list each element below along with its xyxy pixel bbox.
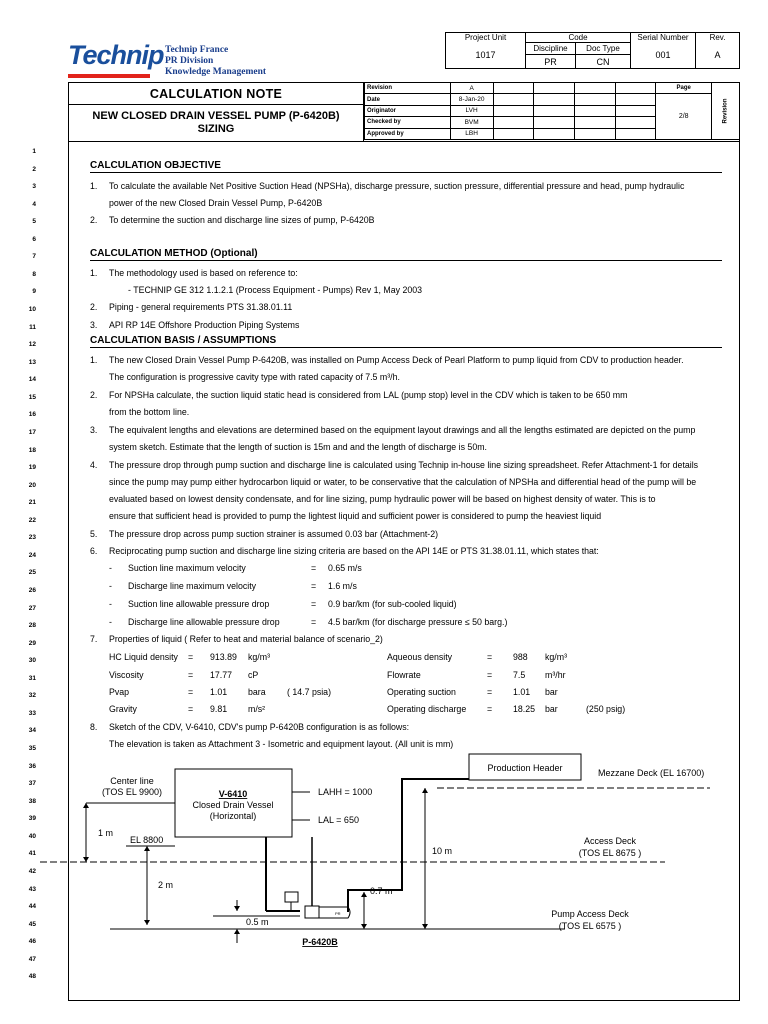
property-left-unit: m/s² (248, 704, 266, 714)
line-number: 40 (28, 832, 36, 840)
method-item1-num: 1. (90, 268, 98, 278)
criteria-eq: = (311, 599, 317, 609)
basis-item5-text: The pressure drop across pump suction strainer is assumed 0.03 bar (Attachment-2) (109, 529, 439, 539)
logo-text: Technip (68, 40, 164, 70)
line-number: 20 (28, 481, 36, 489)
rev-value: A (696, 43, 740, 69)
method-item3-text: API RP 14E Offshore Production Piping Systems (109, 320, 300, 330)
line-number: 7 (32, 253, 36, 261)
line-number: 47 (28, 955, 36, 963)
section-method: CALCULATION METHOD (Optional) (90, 248, 722, 261)
pump-tag: P-6420B (302, 937, 338, 947)
property-right-eq: = (487, 687, 493, 697)
basis-item8-num: 8. (90, 722, 98, 732)
basis-item8-text-a: Sketch of the CDV, V-6410, CDV's pump P-6420B configuration is as follows: (109, 722, 410, 732)
property-left-eq: = (188, 652, 194, 662)
tos-9900-label: (TOS EL 9900) (101, 787, 163, 797)
line-number: 15 (28, 393, 36, 401)
line-number: 13 (28, 358, 36, 366)
basis-item4-text-c: evaluated based on lowest density condensate, and for line sizing, pump hydraulic power will be based on highest density of water. This is to (109, 494, 656, 504)
revision-value: A (450, 83, 493, 94)
line-number: 41 (28, 850, 36, 858)
line-number: 35 (28, 745, 36, 753)
criteria-label: Suction line allowable pressure drop (128, 599, 270, 609)
title-line1: NEW CLOSED DRAIN VESSEL PUMP (P-6420B) (92, 110, 340, 122)
property-left-value: 17.77 (210, 670, 233, 680)
line-number: 1 (32, 148, 36, 155)
line-number: 33 (28, 709, 36, 717)
method-item1-text: The methodology used is based on reference to: (109, 268, 298, 278)
property-right-unit: m³/hr (545, 670, 566, 680)
line-number: 31 (28, 674, 36, 682)
property-left-unit: kg/m³ (248, 652, 270, 662)
property-right-value: 18.25 (513, 704, 536, 714)
line-number: 11 (29, 323, 36, 331)
line-number: 18 (28, 446, 36, 454)
obj-item1-text-b: power of the new Closed Drain Vessel Pump, P-6420B (109, 198, 323, 208)
serial-label: Serial Number (631, 33, 696, 43)
code-label: Code (526, 33, 631, 43)
one-m-label: 1 m (98, 828, 114, 838)
line-number: 19 (28, 464, 36, 472)
project-unit-label: Project Unit (446, 33, 526, 43)
basis-item3-num: 3. (90, 425, 98, 435)
mezzane-label: Mezzane Deck (EL 16700) (598, 768, 705, 778)
section-objective: CALCULATION OBJECTIVE (90, 160, 722, 173)
method-item2-num: 2. (90, 302, 98, 312)
date-label: Date (365, 94, 451, 105)
line-number: 17 (28, 428, 36, 436)
basis-item1-text-a: The new Closed Drain Vessel Pump P-6420B, was installed on Pump Access Deck of Pearl Platform to pump liquid from CDV to production header. (109, 355, 684, 365)
property-right-eq: = (487, 704, 493, 714)
access-deck-label: Access Deck (583, 836, 637, 846)
property-left-value: 913.89 (210, 652, 237, 662)
property-left-label: HC Liquid density (109, 652, 178, 662)
strainer-icon (285, 892, 298, 902)
line-number: 10 (28, 306, 36, 314)
company-line3: Knowledge Management (165, 67, 267, 77)
line-number: 34 (28, 727, 36, 735)
property-left-unit: cP (248, 670, 259, 680)
property-left-label: Viscosity (109, 670, 144, 680)
property-right-label: Aqueous density (387, 652, 453, 662)
property-right-extra: (250 psig) (586, 704, 626, 714)
criteria-eq: = (311, 563, 317, 573)
line-number: 36 (28, 762, 36, 770)
pump-label: PR (335, 911, 341, 916)
line-number: 37 (28, 780, 36, 788)
pump-configuration-sketch (0, 740, 768, 1000)
technip-logo (68, 40, 164, 80)
line-number: 26 (28, 587, 36, 594)
line-number: 44 (28, 903, 36, 911)
lahh-label: LAHH = 1000 (318, 787, 373, 797)
line-number: 28 (28, 622, 36, 630)
originator-value: LVH (450, 105, 493, 116)
property-right-unit: bar (545, 704, 558, 714)
basis-item4-num: 4. (90, 460, 98, 470)
line-number: 45 (28, 920, 36, 928)
line-number: 8 (32, 270, 36, 278)
line-number: 24 (28, 551, 36, 559)
property-right-unit: kg/m³ (545, 652, 567, 662)
zero7-m-label: 0.7 m (370, 886, 393, 896)
property-right-label: Flowrate (387, 670, 421, 680)
criteria-label: Discharge line allowable pressure drop (128, 617, 280, 627)
line-number: 46 (28, 938, 36, 946)
line-number: 12 (28, 341, 36, 349)
checked-label: Checked by (365, 117, 451, 128)
line-number: 4 (32, 200, 36, 208)
doctype-label: Doc Type (576, 43, 631, 55)
obj-item1-text-a: To calculate the available Net Positive Suction Head (NPSHa), discharge pressure, suction pressure, differential pressure and head, pump hydraulic (109, 181, 685, 191)
property-right-label: Operating suction (387, 687, 456, 697)
checked-value: BVM (450, 117, 493, 128)
criteria-eq: = (311, 581, 317, 591)
basis-item1-num: 1. (90, 355, 98, 365)
line-number: 25 (28, 569, 36, 577)
criteria-dash: - (109, 617, 112, 627)
production-header-label: Production Header (487, 763, 563, 773)
obj-item2-text: To determine the suction and discharge line sizes of pump, P-6420B (109, 215, 375, 225)
property-left-unit: bara (248, 687, 266, 697)
property-left-eq: = (188, 687, 194, 697)
basis-item2-text-a: For NPSHa calculate, the suction liquid static head is considered from LAL (pump stop) level in the CDV which is taken to be 650 mm (109, 390, 628, 400)
criteria-label: Suction line maximum velocity (128, 563, 246, 573)
property-left-eq: = (188, 670, 194, 680)
basis-item2-num: 2. (90, 390, 98, 400)
basis-item6-text: Reciprocating pump suction and discharge line sizing criteria are based on the API 14E or PTS 31.38.01.11, which states that: (109, 546, 599, 556)
basis-item8-text-b: The elevation is taken as Attachment 3 - Isometric and equipment layout. (All unit is mm) (109, 739, 454, 749)
lal-label: LAL = 650 (318, 815, 359, 825)
frame-bottom (68, 1000, 740, 1001)
property-right-value: 7.5 (513, 670, 526, 680)
el-8800-label: EL 8800 (130, 835, 164, 845)
center-line-label: Center line (110, 776, 154, 786)
property-left-extra: ( 14.7 psia) (287, 687, 332, 697)
basis-item4-text-a: The pressure drop through pump suction and discharge line is calculated using Technip in-house line sizing spreadsheet. Refer Attachment-1 for details (109, 460, 699, 470)
project-unit-value: 1017 (446, 43, 526, 69)
method-item2-text: Piping - general requirements PTS 31.38.01.11 (109, 302, 293, 312)
line-number: 5 (32, 218, 36, 226)
two-m-label: 2 m (158, 880, 174, 890)
criteria-value: 1.6 m/s (328, 581, 357, 591)
basis-item5-num: 5. (90, 529, 98, 539)
calc-note-heading: CALCULATION NOTE (69, 83, 364, 105)
basis-item3-text-b: system sketch. Estimate that the length of suction is 15m and and the length of discharge is 50m. (109, 442, 487, 452)
line-number: 14 (28, 376, 36, 384)
date-value: 8-Jan-20 (450, 94, 493, 105)
criteria-eq: = (311, 617, 317, 627)
basis-item4-text-b: since the pump may pump either hydrocarbon liquid or water, to be conservative that the calculation of NPSHa and differential head of the pump will be (109, 477, 697, 487)
line-number: 38 (28, 797, 36, 805)
obj-item1-num: 1. (90, 181, 98, 191)
page-value: 2/8 (656, 94, 712, 140)
serial-value: 001 (631, 43, 696, 69)
discipline-value: PR (526, 55, 576, 69)
line-number: 23 (28, 534, 36, 542)
method-item1-sub: - TECHNIP GE 312 1.1.2.1 (Process Equipment - Pumps) Rev 1, May 2003 (128, 285, 423, 295)
originator-label: Originator (365, 105, 451, 116)
basis-item4-text-d: ensure that sufficient head is provided to pump the lightest liquid and sufficient power is considered to pump the heaviest liquid (109, 511, 602, 521)
criteria-value: 0.65 m/s (328, 563, 362, 573)
company-block (165, 45, 266, 78)
basis-item7-num: 7. (90, 634, 98, 644)
basis-item1-text-b: The configuration is progressive cavity type with rated capacity of 7.5 m³/h. (109, 372, 400, 382)
discipline-label: Discipline (526, 43, 576, 55)
tos-6575-label: (TOS EL 6575 ) (558, 921, 622, 931)
line-number: 16 (28, 411, 36, 419)
basis-item7-text: Properties of liquid ( Refer to heat and material balance of scenario_2) (109, 634, 383, 644)
method-item3-num: 3. (90, 320, 98, 330)
property-left-eq: = (188, 704, 194, 714)
document-title (69, 105, 364, 141)
vessel-tag: V-6410 (218, 789, 248, 799)
line-number: 9 (32, 288, 36, 296)
logo-bar (68, 74, 150, 78)
property-left-value: 1.01 (210, 687, 228, 697)
zero5-m-label: 0.5 m (246, 917, 269, 927)
property-right-label: Operating discharge (387, 704, 467, 714)
vessel-orientation: (Horizontal) (209, 811, 257, 821)
company-line2: PR Division (165, 56, 214, 66)
property-left-label: Gravity (109, 704, 137, 714)
line-number: 29 (28, 639, 36, 647)
pump-motor-icon (305, 906, 319, 918)
line-number: 21 (28, 499, 36, 507)
line-number: 22 (28, 516, 36, 524)
rev-label: Rev. (696, 33, 740, 43)
line-number: 39 (28, 815, 36, 823)
approved-value: LBH (450, 128, 493, 139)
line-number: 27 (28, 604, 36, 612)
property-right-value: 1.01 (513, 687, 531, 697)
doc-info-table (445, 32, 740, 69)
section-basis: CALCULATION BASIS / ASSUMPTIONS (90, 335, 722, 348)
line-number: 2 (32, 165, 36, 173)
line-number: 48 (28, 973, 36, 981)
line-number: 32 (28, 692, 36, 700)
property-left-label: Pvap (109, 687, 130, 697)
property-right-unit: bar (545, 687, 558, 697)
property-right-eq: = (487, 652, 493, 662)
property-right-value: 988 (513, 652, 528, 662)
line-number: 6 (32, 235, 36, 243)
side-revision-label: Revision (722, 98, 729, 124)
criteria-dash: - (109, 599, 112, 609)
property-right-eq: = (487, 670, 493, 680)
obj-item2-num: 2. (90, 215, 98, 225)
doctype-value: CN (576, 55, 631, 69)
line-number: 3 (32, 183, 36, 191)
criteria-label: Discharge line maximum velocity (128, 581, 257, 591)
page-label: Page (656, 83, 712, 94)
criteria-dash: - (109, 581, 112, 591)
title-line2: SIZING (197, 123, 235, 135)
approved-label: Approved by (365, 128, 451, 139)
tos-8675-label: (TOS EL 8675 ) (578, 848, 642, 858)
line-number: 43 (28, 885, 36, 893)
vessel-name: Closed Drain Vessel (192, 800, 274, 810)
criteria-dash: - (109, 563, 112, 573)
revision-label: Revision (365, 83, 451, 94)
criteria-value: 4.5 bar/km (for discharge pressure ≤ 50 barg.) (328, 617, 508, 627)
property-left-value: 9.81 (210, 704, 228, 714)
ten-m-label: 10 m (432, 846, 453, 856)
criteria-value: 0.9 bar/km (for sub-cooled liquid) (328, 599, 457, 609)
basis-item3-text-a: The equivalent lengths and elevations are determined based on the equipment layout drawings and all the lengths estimated are depicted on the pump (109, 425, 696, 435)
company-line1: Technip France (165, 45, 229, 55)
basis-item6-num: 6. (90, 546, 98, 556)
line-number: 42 (28, 867, 36, 875)
basis-item2-text-b: from the bottom line. (109, 407, 190, 417)
line-number: 30 (28, 657, 36, 665)
revision-table (364, 82, 740, 140)
pump-access-deck-label: Pump Access Deck (551, 909, 629, 919)
